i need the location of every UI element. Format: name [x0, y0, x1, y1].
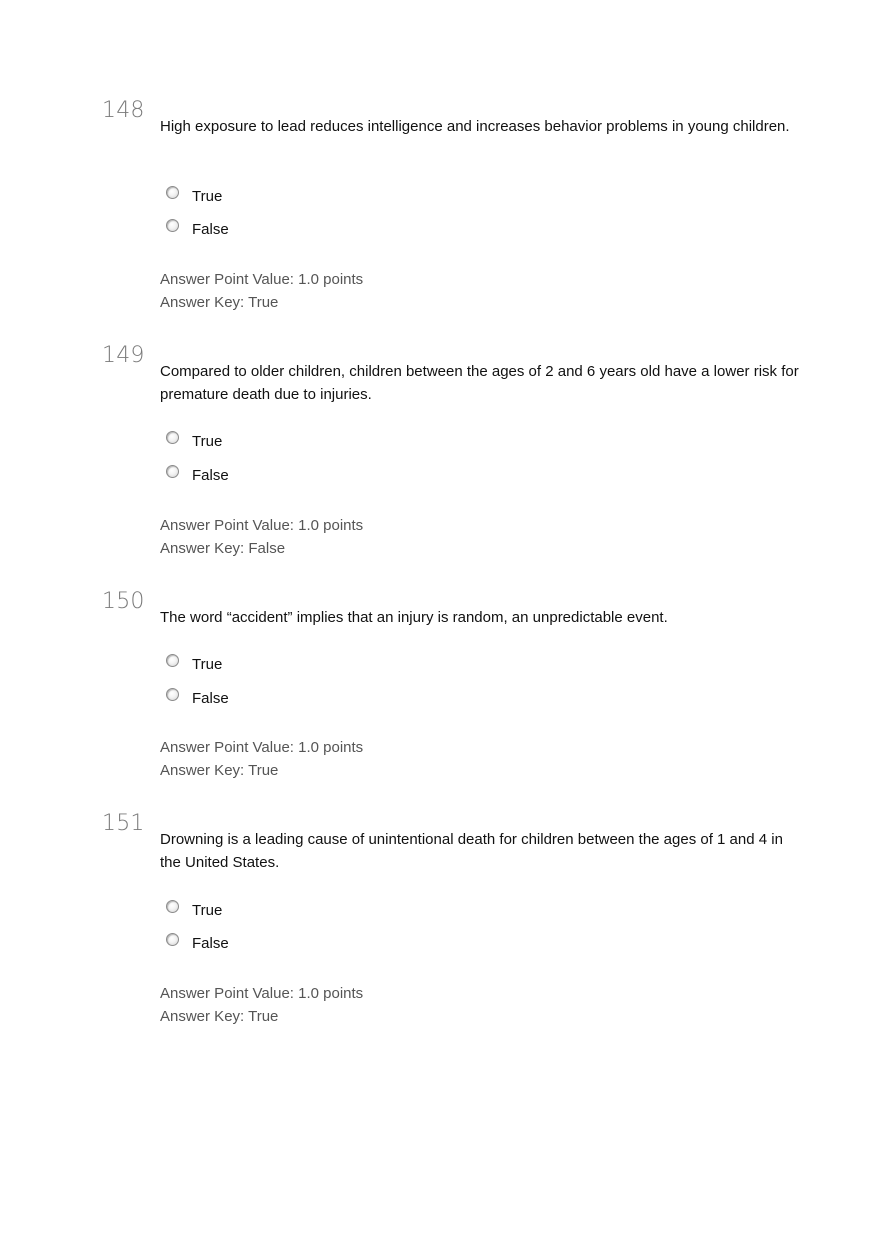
question-number: 151	[102, 811, 145, 836]
option-false[interactable]	[166, 932, 229, 954]
option-label: False	[192, 689, 229, 707]
answer-key: Answer Key: True	[160, 1008, 279, 1025]
radio-button-icon[interactable]	[166, 933, 179, 946]
radio-button-icon[interactable]	[166, 654, 179, 667]
question-text: High exposure to lead reduces intelligence and increases behavior problems in young children.	[160, 118, 790, 135]
option-label: False	[192, 934, 229, 952]
option-true[interactable]	[166, 430, 222, 452]
option-true[interactable]	[166, 653, 222, 675]
answer-key: Answer Key: True	[160, 294, 279, 311]
option-true[interactable]	[166, 899, 222, 921]
radio-button-icon[interactable]	[166, 219, 179, 232]
radio-button-icon[interactable]	[166, 186, 179, 199]
answer-key: Answer Key: True	[160, 762, 279, 779]
radio-button-icon[interactable]	[166, 431, 179, 444]
option-label: True	[192, 901, 223, 919]
question-number: 149	[102, 343, 145, 368]
option-label: False	[192, 220, 229, 238]
question-text: Compared to older children, children between the ages of 2 and 6 years old have a lower risk for premature death due to injuries.	[160, 363, 799, 403]
option-label: True	[192, 187, 223, 205]
answer-point-value: Answer Point Value: 1.0 points	[160, 985, 364, 1002]
option-label: True	[192, 655, 223, 673]
radio-button-icon[interactable]	[166, 465, 179, 478]
option-false[interactable]	[166, 687, 229, 709]
radio-button-icon[interactable]	[166, 900, 179, 913]
question-text: The word “accident” implies that an injury is random, an unpredictable event.	[160, 609, 668, 626]
option-false[interactable]	[166, 218, 229, 240]
option-label: True	[192, 432, 223, 450]
option-true[interactable]	[166, 185, 222, 207]
question-number: 150	[102, 589, 145, 614]
option-false[interactable]	[166, 464, 229, 486]
answer-key: Answer Key: False	[160, 540, 286, 557]
answer-point-value: Answer Point Value: 1.0 points	[160, 271, 364, 288]
question-number: 148	[102, 98, 145, 123]
answer-point-value: Answer Point Value: 1.0 points	[160, 517, 364, 534]
answer-point-value: Answer Point Value: 1.0 points	[160, 739, 364, 756]
question-text: Drowning is a leading cause of unintentional death for children between the ages of 1 and 4 in the United States.	[160, 831, 783, 871]
radio-button-icon[interactable]	[166, 688, 179, 701]
option-label: False	[192, 466, 229, 484]
